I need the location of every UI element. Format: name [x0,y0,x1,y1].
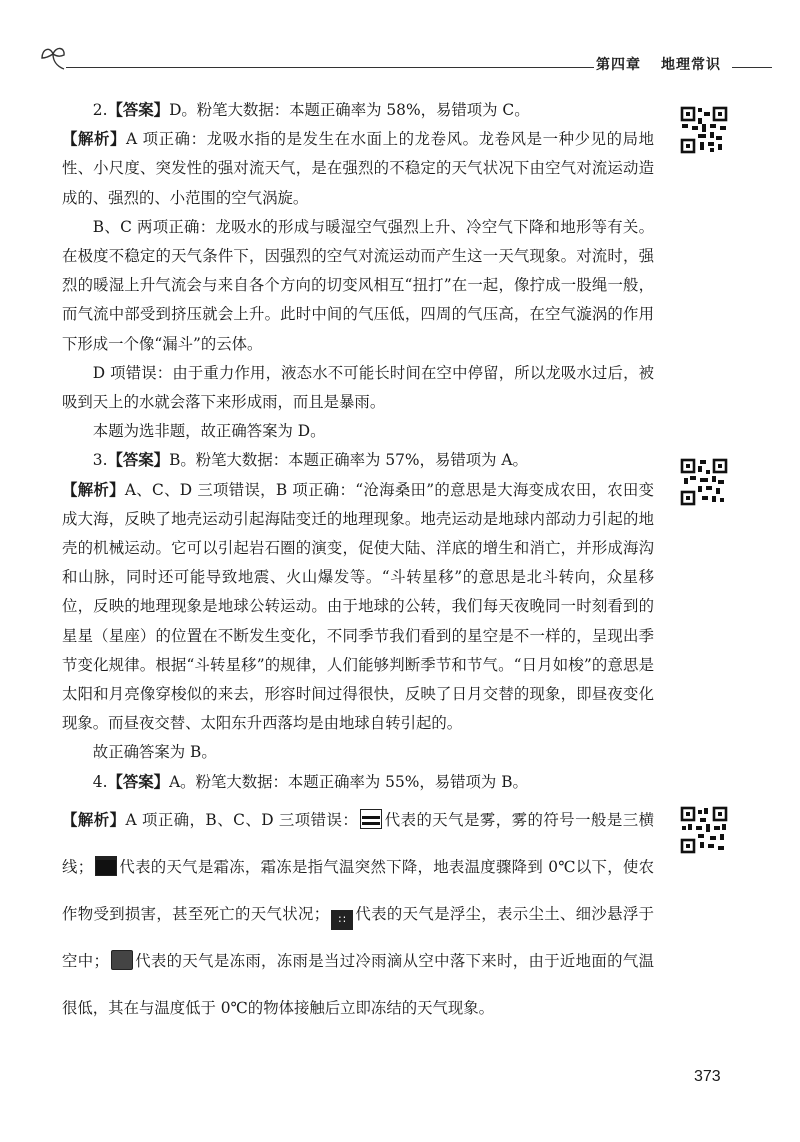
freezing-rain-description: 代表的天气是冻雨，冻雨是当过冷雨滴从空中落下来时，由于近地面的气温很低，其在与温度低于 0℃的物体接触后立即冻结的天气现象。 [62,951,654,1017]
analysis-paragraph-symbols [62,797,654,1032]
analysis-text: A、C、D 三项错误，B 项正确：“沧海桑田”的意思是大海变成农田，农田变成大海，反映了地壳运动引起海陆变迁的地理现象。地壳运动是地球内部动力引起的地壳的机械运动。它可以引起岩石圈的演变，促使大陆、洋底的增生和消亡，并形成海沟和山脉，同时还可能导致地震、火山爆发等。“斗转星移”的意思是北斗转向，众星移位，反映的地理现象是地球公转运动。由于地球的公转，我们每天夜晚同一时刻看到的星星（星座）的位置在不断发生变化，不同季节我们看到的星空是不一样的，呈现出季节变化规律。根据“斗转星移”的规律，人们能够判断季节和节气。“日月如梭”的意思是太阳和月亮像穿梭似的来去，形容时间过得很快，反映了日月交替的现象，即昼夜变化现象。而昼夜交替、太阳东升西落均是由地球自转引起的。 [62,480,654,733]
page-content [62,96,654,1032]
question-number: 2. [92,101,108,119]
chapter-label: 第四章 [596,57,641,73]
freezing-rain-symbol-icon [111,950,133,970]
answer-tag: 【答案】 [107,772,170,791]
answer-text: B。粉笔大数据：本题正确率为 57%，易错项为 A。 [169,451,528,470]
answer-text: D。粉笔大数据：本题正确率为 58%，易错项为 C。 [169,101,530,119]
frost-description: 代表的天气是霜冻，霜冻是指气温突然下降，地表温度骤降到 0℃以下，使农作物受到损害，甚至死亡的天气状况； [62,857,654,923]
answer-tag: 【答案】 [107,101,170,119]
header-rule-right [732,67,772,68]
header-rule [66,67,594,68]
qr-code-icon[interactable] [680,458,728,506]
leaf-icon [38,42,68,72]
conclusion-paragraph: 故正确答案为 B。 [92,743,217,762]
fog-symbol-icon [360,809,382,829]
qr-code-icon[interactable] [680,106,728,154]
analysis-text: A 项正确：龙吸水指的是发生在水面上的龙卷风。龙卷风是一种少见的局地性、小尺度、突发性的强对流天气，是在强烈的不稳定的天气状况下由空气对流运动造成的、强烈的、小范围的空气涡旋。 [62,130,654,207]
analysis-tag: 【解析】 [62,130,126,149]
dust-description: 代表的天气是浮尘，表示尘土、细沙悬浮于空中； [62,904,654,970]
answer-text: A。粉笔大数据：本题正确率为 55%，易错项为 B。 [169,772,528,791]
analysis-tag: 【解析】 [62,810,126,829]
question-number: 4. [92,772,108,791]
question-number: 3. [92,451,108,470]
page-header [0,40,800,80]
analysis-paragraph [62,125,654,213]
chapter-title: 地理常识 [661,57,721,73]
conclusion-paragraph: 本题为选非题，故正确答案为 D。 [92,422,326,441]
answer-line-q2 [62,96,654,125]
answer-line-q3 [62,446,654,475]
answer-line-q4 [62,768,654,797]
answer-tag: 【答案】 [107,451,170,470]
analysis-paragraph [62,476,654,739]
dust-symbol-icon: ∷ [331,910,353,930]
analysis-paragraph: D 项错误：由于重力作用，液态水不可能长时间在空中停留，所以龙吸水过后，被吸到天上的水就会落下来形成雨，而且是暴雨。 [62,363,654,412]
analysis-tag: 【解析】 [62,480,125,499]
analysis-paragraph: B、C 两项正确：龙吸水的形成与暖湿空气强烈上升、冷空气下降和地形等有关。在极度不稳定的天气条件下，因强烈的空气对流运动而产生这一天气现象。对流时，强烈的暖湿上升气流会与来自各个方向的切变风相互“扭打”在一起，像拧成一股绳一般，而气流中部受到挤压就会上升。此时中间的气压低，四周的气压高，在空气漩涡的作用下形成一个像“漏斗”的云体。 [62,217,654,353]
qr-code-icon[interactable] [680,806,728,854]
page-number: 373 [694,1068,721,1085]
frost-symbol-icon [95,856,117,876]
fog-description: 代表的天气是雾，雾的符号一般是三横线； [62,810,654,876]
analysis-lead: A 项正确，B、C、D 三项错误： [125,810,359,829]
